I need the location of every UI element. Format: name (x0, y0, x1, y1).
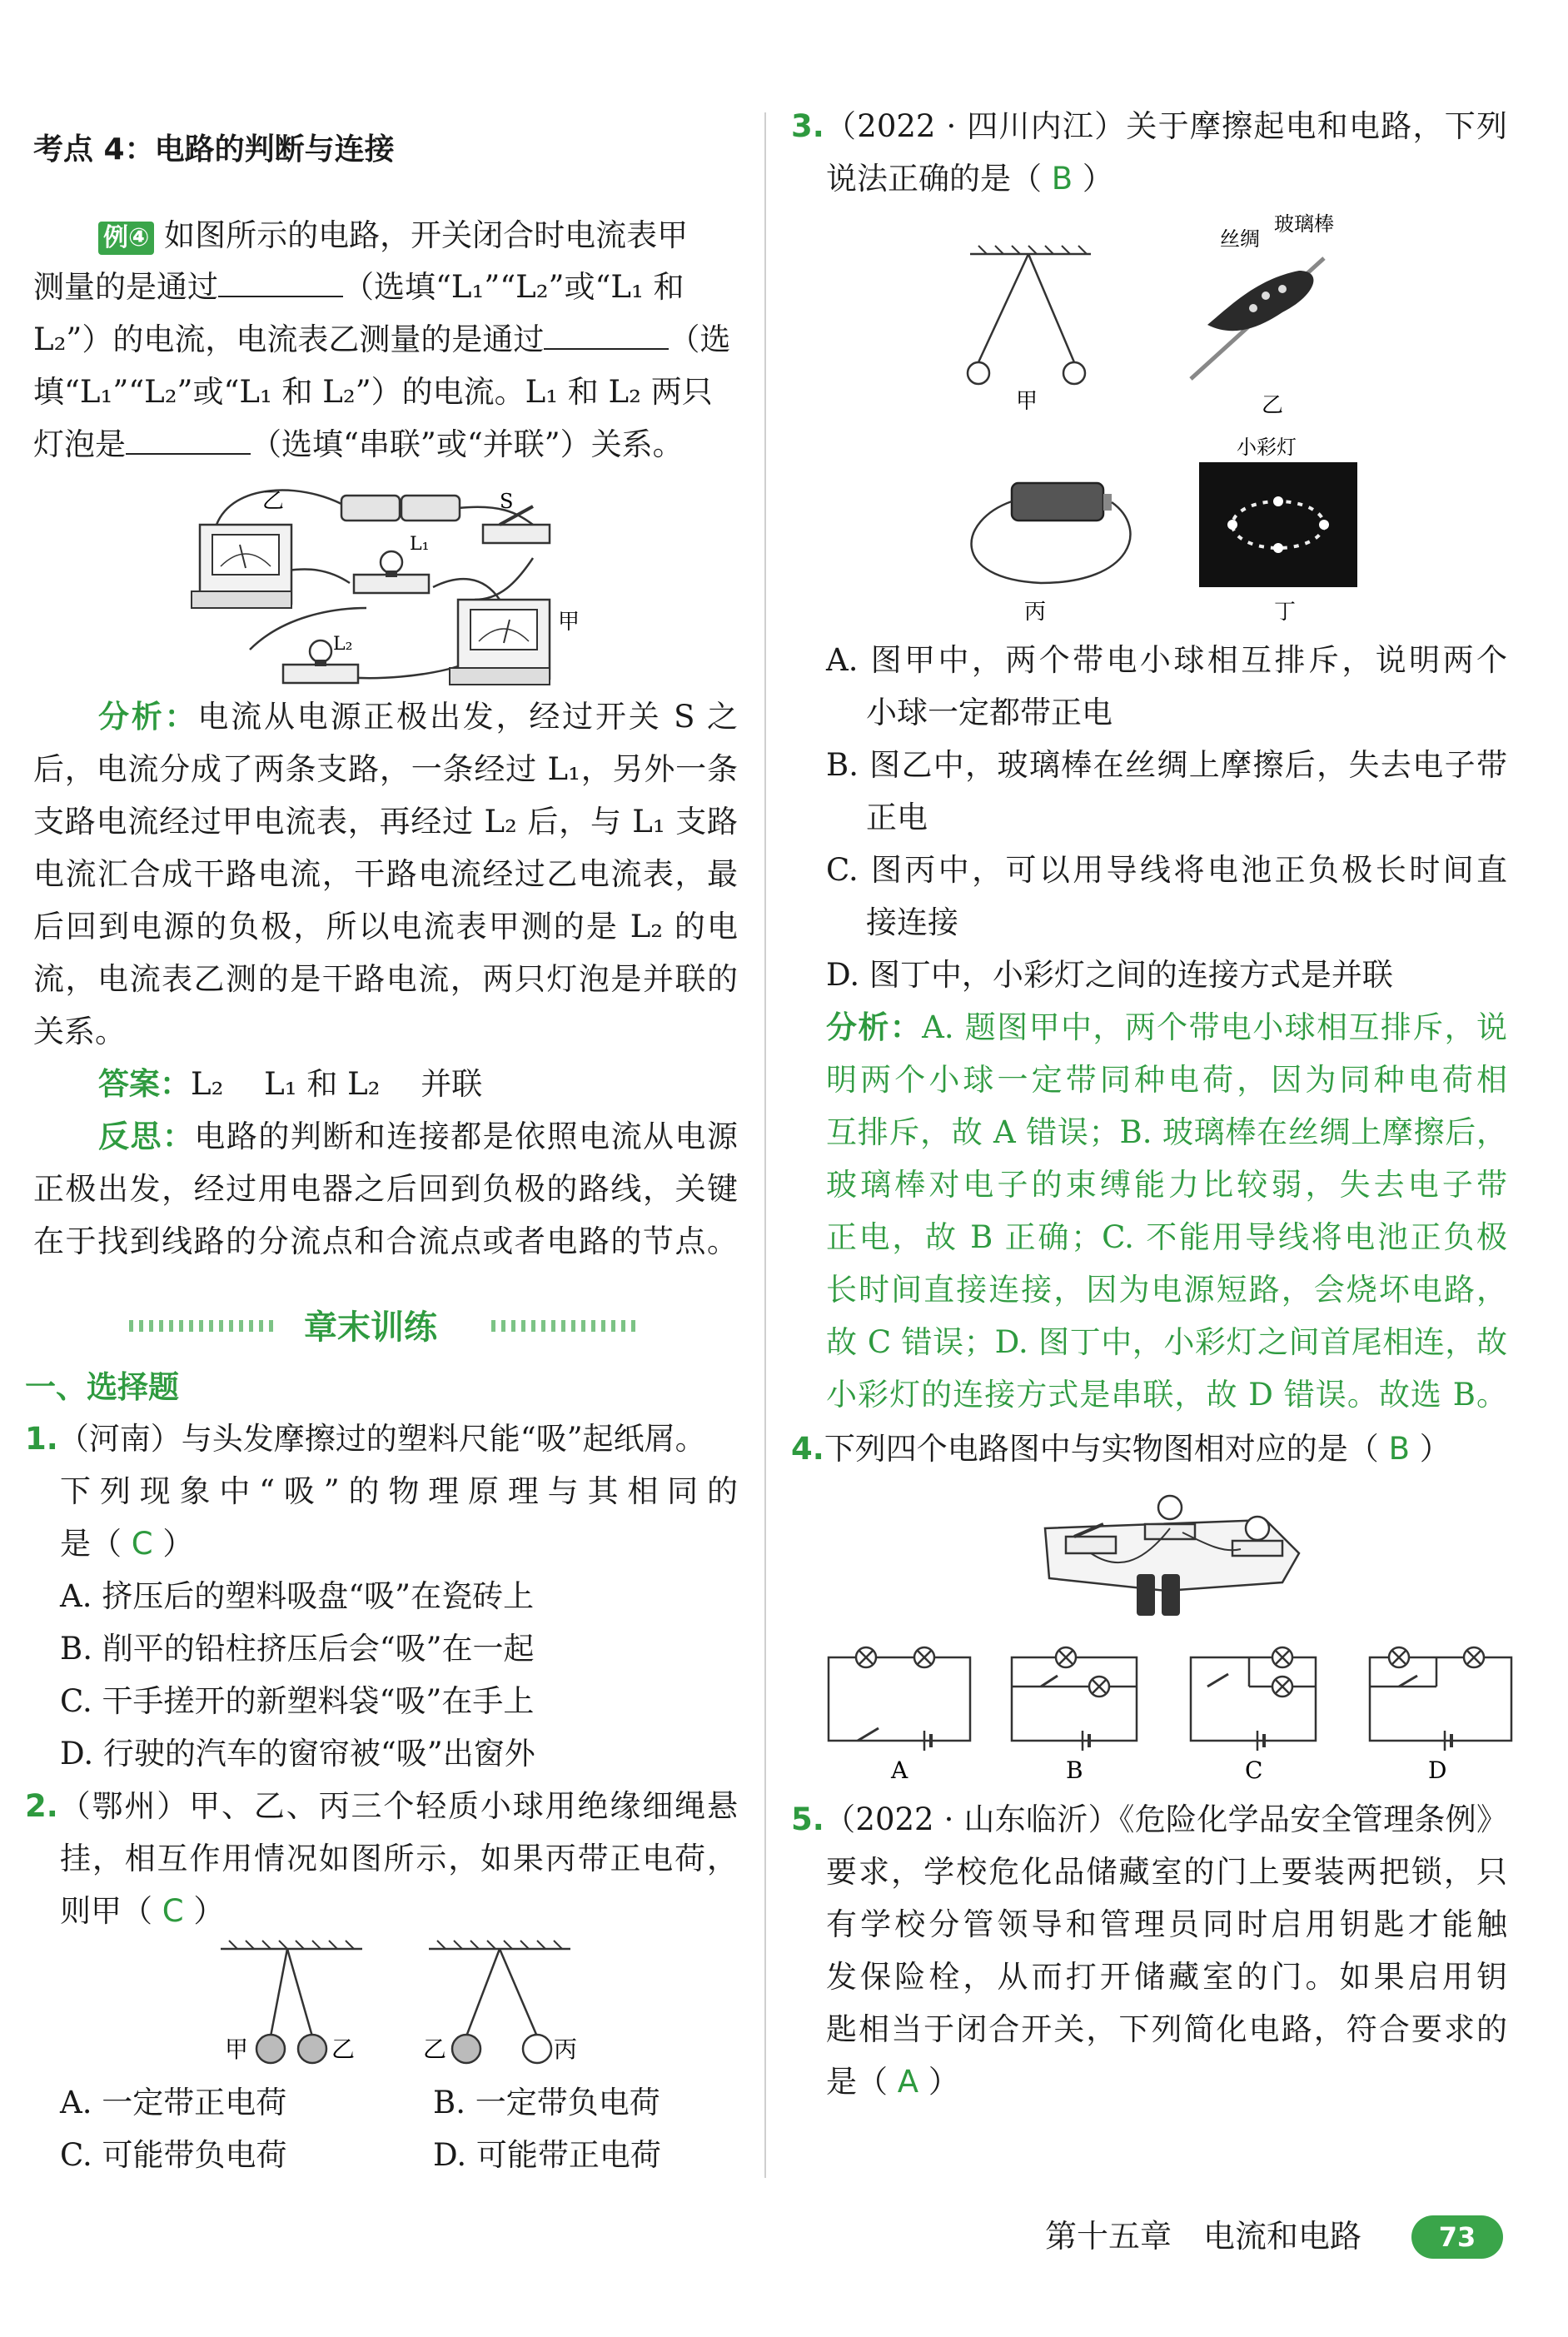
column-divider (764, 112, 766, 2178)
q2-line2: 挂，相互作用情况如图所示，如果丙带正电荷， (60, 1841, 738, 1876)
q1-line2: 下列现象中“吸”的物理原理与其相同的 (60, 1473, 738, 1509)
q2-balls-figure (217, 1941, 600, 2065)
battery-1 (341, 496, 400, 521)
section-heading: 章末训练 (304, 1308, 437, 1347)
q4-physical-circuit (1033, 1487, 1307, 1620)
q1-option-d[interactable]: D. 行驶的汽车的窗帘被“吸”出窗外 (60, 1736, 535, 1771)
q2-number: 2. (25, 1788, 58, 1824)
q3-figures (933, 212, 1399, 629)
q1-option-b[interactable]: B. 削平的铅柱挤压后会“吸”在一起 (60, 1631, 535, 1667)
q5-line5b: ） (928, 2064, 959, 2100)
q3-fenxi-2: 互排斥，故 A 错误；B. 玻璃棒在丝绸上摩擦后， (826, 1114, 1507, 1150)
q5-line-1: 要求，学校危化品储藏室的门上要装两把锁，只 (826, 1854, 1507, 1890)
fig-label-l2: L₂ (333, 634, 353, 655)
q3-option-a-line1[interactable]: A. 图甲中，两个带电小球相互排斥，说明两个 (826, 642, 1507, 678)
q1-number: 1. (25, 1421, 58, 1457)
q4-answer: B (1388, 1431, 1410, 1467)
label-a: A (891, 1756, 908, 1784)
label-yi-2: 乙 (423, 2036, 447, 2063)
fig-label-jia: 甲 (558, 610, 580, 635)
fenxi-line-0: 电流从电源正极出发，经过开关 S 之 (197, 699, 738, 735)
switch-s (483, 506, 550, 543)
q3-line2a: 说法正确的是（ (826, 161, 1042, 197)
ammeter-yi (192, 525, 291, 608)
q3-option-c-line1[interactable]: C. 图丙中，可以用导线将电池正负极长时间直 (826, 852, 1507, 888)
ex4-line1: 如图所示的电路，开关闭合时电流表甲 (164, 217, 689, 253)
q1-line3b: ） (162, 1526, 194, 1562)
page-number: 73 (1411, 2215, 1503, 2259)
q3-fenxi-7: 小彩灯的连接方式是串联，故 D 错误。故选 B。 (826, 1377, 1507, 1413)
q1-option-a[interactable]: A. 挤压后的塑料吸盘“吸”在瓷砖上 (60, 1578, 535, 1614)
q2-option-a[interactable]: A. 一定带正电荷 (60, 2085, 287, 2120)
q3-fenxi-1: 明两个小球一定带同种电荷，因为同种电荷相 (826, 1062, 1507, 1098)
subsection-heading: 一、选择题 (25, 1368, 179, 1405)
q5-line5a: 是（ (826, 2064, 888, 2100)
ball-bing (523, 2035, 551, 2063)
q3-fenxi-5: 长时间直接连接，因为电源短路，会烧坏电路， (826, 1272, 1507, 1308)
ammeter-jia (450, 600, 550, 685)
fig-label-s: S (500, 490, 514, 513)
q3-fenxi-label: 分析： (826, 1009, 923, 1045)
lamp-l1 (354, 551, 429, 593)
ball-yi (298, 2035, 326, 2063)
example-badge: 例④ (98, 222, 154, 255)
label-silk: 丝绸 (1220, 227, 1260, 251)
q4-line1a: 下列四个电路图中与实物图相对应的是（ (824, 1431, 1379, 1467)
section-dash-left (129, 1320, 279, 1332)
label-yi: 乙 (1262, 393, 1284, 418)
q3-option-a-line2: 小球一定都带正电 (866, 695, 1113, 730)
ex4-line2b: （选填“L₁”“L₂”或“L₁ 和 (343, 269, 684, 305)
label-bing: 丙 (1024, 600, 1047, 625)
label-lights: 小彩灯 (1237, 436, 1297, 459)
q5-line-3: 发保险栓，从而打开储藏室的门。如果启用钥 (826, 1959, 1507, 1995)
q2-option-d[interactable]: D. 可能带正电荷 (433, 2137, 661, 2173)
fenxi-line-6: 关系。 (33, 1014, 126, 1049)
label-yi: 乙 (331, 2036, 356, 2063)
q1-answer: C (131, 1526, 153, 1562)
q5-answer: A (897, 2064, 919, 2100)
fenxi-line-2: 支路电流经过甲电流表，再经过 L₂ 后，与 L₁ 支路 (33, 804, 738, 840)
ex4-line3a: L₂”）的电流，电流表乙测量的是通过 (33, 321, 545, 357)
q2-option-c[interactable]: C. 可能带负电荷 (60, 2137, 287, 2173)
label-bing: 丙 (554, 2036, 578, 2063)
label-glass: 玻璃棒 (1274, 212, 1334, 236)
q4-circuit-options (824, 1641, 1516, 1782)
label-ding: 丁 (1274, 600, 1297, 625)
ex4-line3b: （选 (669, 321, 731, 357)
fenxi-line-4: 后回到电源的负极，所以电流表甲测的是 L₂ 的电 (33, 909, 738, 944)
daan-label: 答案： (98, 1066, 191, 1102)
hatch-marks (229, 1941, 562, 1949)
label-jia: 甲 (225, 2036, 249, 2063)
question-4 (791, 1428, 1451, 1470)
daan-text: L₂ L₁ 和 L₂ 并联 (191, 1066, 483, 1102)
circuit-b[interactable] (1012, 1647, 1137, 1751)
circuit-a[interactable] (829, 1647, 970, 1751)
fig-jia-pendulum (968, 246, 1091, 384)
q2-line1: （鄂州）甲、乙、丙三个轻质小球用绝缘细绳悬 (57, 1788, 738, 1824)
circuit-c[interactable] (1191, 1647, 1316, 1751)
label-b: B (1066, 1756, 1083, 1784)
q3-option-b-line1[interactable]: B. 图乙中，玻璃棒在丝绸上摩擦后，失去电子带 (826, 747, 1507, 783)
fansi-line-2: 在于找到线路的分流点和合流点或者电路的节点。 (33, 1223, 738, 1259)
q4-number: 4. (791, 1431, 824, 1467)
q5-line-2: 有学校分管领导和管理员同时启用钥匙才能触 (826, 1906, 1507, 1942)
circuit-d[interactable] (1370, 1647, 1511, 1751)
label-d: D (1428, 1756, 1447, 1784)
q3-number: 3. (791, 108, 824, 144)
q2-answer: C (162, 1893, 184, 1929)
footer-chapter: 第十五章 电流和电路 (1045, 2218, 1362, 2255)
q5-line-0: （2022 · 山东临沂）《危险化学品安全管理条例》 (824, 1801, 1507, 1837)
ball-yi-2 (452, 2035, 480, 2063)
q4-line1b: ） (1419, 1431, 1451, 1467)
fig-ding-lights (1199, 462, 1357, 587)
answer-blank-2[interactable] (544, 321, 669, 350)
q1-line1: （河南）与头发摩擦过的塑料尺能“吸”起纸屑。 (57, 1421, 706, 1457)
q2-line3a: 则甲（ (60, 1893, 152, 1929)
q3-line2b: ） (1082, 161, 1113, 197)
q3-fenxi-0: A. 题图甲中，两个带电小球相互排斥，说 (922, 1009, 1508, 1045)
q3-option-d[interactable]: D. 图丁中，小彩灯之间的连接方式是并联 (826, 957, 1393, 993)
q5-line-4: 匙相当于闭合开关，下列简化电路，符合要求的 (826, 2011, 1507, 2047)
section-dash-right (491, 1320, 641, 1332)
ex4-circuit-figure (183, 475, 600, 700)
fenxi-line-1: 后，电流分成了两条支路，一条经过 L₁，另外一条 (33, 751, 738, 787)
answer-blank-3[interactable] (126, 426, 251, 455)
battery-2 (401, 496, 460, 521)
fig-yi-rod-silk (1191, 258, 1324, 379)
label-c: C (1245, 1756, 1263, 1784)
q3-fenxi-6: 故 C 错误；D. 图丁中，小彩灯之间首尾相连，故 (826, 1324, 1507, 1360)
q3-option-b-line2: 正电 (866, 800, 928, 835)
q3-fenxi-4: 正电，故 B 正确；C. 不能用导线将电池正负极 (826, 1219, 1507, 1255)
fenxi-line-3: 电流汇合成干路电流，干路电流经过乙电流表，最 (33, 856, 738, 892)
q5-number: 5. (791, 1801, 824, 1837)
q3-fenxi-3: 玻璃棒对电子的束缚能力比较弱，失去电子带 (826, 1167, 1507, 1203)
fenxi-line-5: 流，电流表乙测的是干路电流，两只灯泡是并联的 (33, 961, 738, 997)
label-jia: 甲 (1016, 389, 1038, 414)
ex4-line2a: 测量的是通过 (33, 269, 218, 305)
fansi-label: 反思： (98, 1119, 195, 1154)
q2-option-b[interactable]: B. 一定带负电荷 (433, 2085, 660, 2120)
fansi-line-0: 电路的判断和连接都是依照电流从电源 (194, 1119, 738, 1154)
q3-answer: B (1051, 161, 1073, 197)
q1-option-c[interactable]: C. 干手搓开的新塑料袋“吸”在手上 (60, 1683, 535, 1719)
fig-label-l1: L₁ (410, 534, 430, 555)
q3-line1: （2022 · 四川内江）关于摩擦起电和电路，下列 (824, 108, 1507, 144)
kaodian-heading: 考点 4：电路的判断与连接 (33, 132, 395, 167)
fig-bing-battery-short (972, 483, 1131, 583)
ball-jia (256, 2035, 285, 2063)
q2-line3b: ） (193, 1893, 225, 1929)
fenxi-label: 分析： (98, 699, 198, 735)
q1-line3a: 是（ (60, 1526, 122, 1562)
q3-option-c-line2: 接连接 (866, 904, 958, 940)
ex4-line5a: 灯泡是 (33, 426, 126, 462)
fansi-line-1: 正极出发，经过用电器之后回到负极的路线，关键 (33, 1171, 738, 1207)
ex4-line5b: （选填“串联”或“并联”）关系。 (251, 426, 684, 462)
fig-label-yi: 乙 (262, 489, 285, 514)
answer-blank-1[interactable] (218, 269, 343, 297)
ex4-line4: 填“L₁”“L₂”或“L₁ 和 L₂”）的电流。L₁ 和 L₂ 两只 (33, 374, 713, 410)
